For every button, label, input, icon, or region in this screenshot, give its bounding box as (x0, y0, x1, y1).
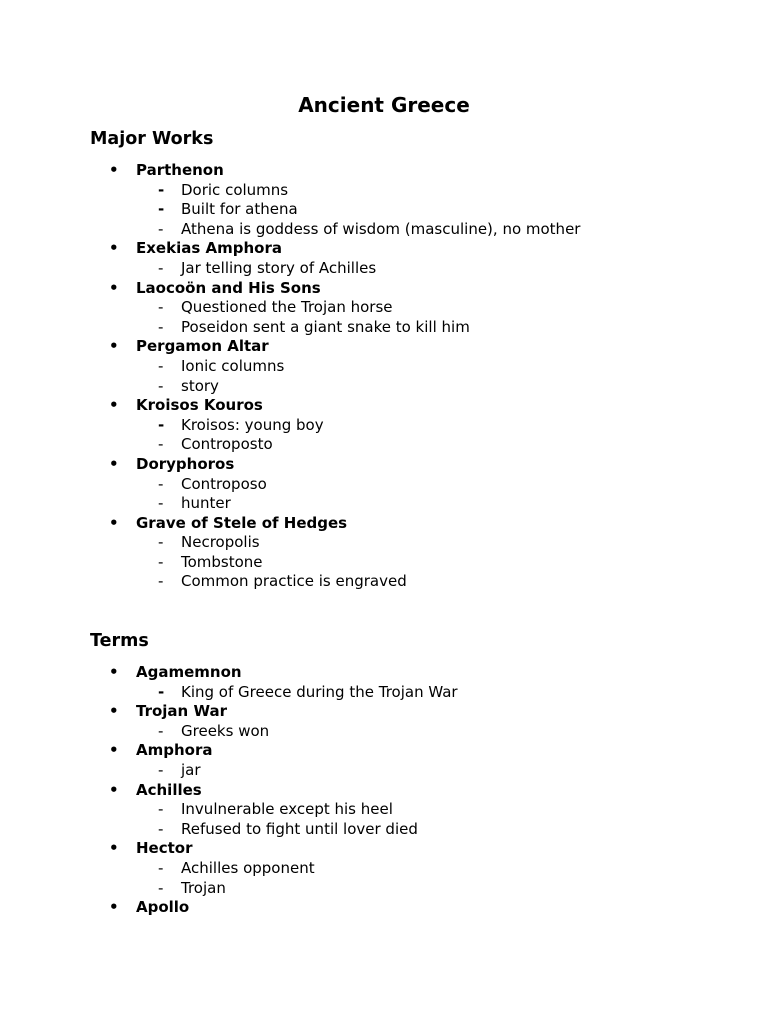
sub-list-item-text: Refused to fight until lover died (181, 819, 418, 838)
sub-list-item-text: Controposo (181, 474, 267, 493)
list-item-label: Grave of Stele of Hedges (136, 513, 348, 532)
dash-marker: - (158, 494, 164, 513)
bullet-icon: • (109, 839, 119, 858)
dash-marker: - (158, 435, 164, 454)
sub-list-item-text: Kroisos: young boy (181, 415, 324, 434)
dash-marker: - (158, 878, 164, 897)
dash-marker: - (158, 415, 165, 434)
sub-list-item-text: Tombstone (181, 552, 263, 571)
list-item-label: Doryphoros (136, 454, 235, 473)
list-item-label: Apollo (136, 898, 190, 917)
sub-list-item-text: jar (181, 760, 201, 779)
sub-list-item-text: Athena is goddess of wisdom (masculine), no mother (181, 219, 581, 238)
dash-marker: - (158, 180, 165, 199)
list-item-label: Amphora (136, 741, 213, 760)
dash-marker: - (158, 219, 164, 238)
bullet-icon: • (109, 663, 119, 681)
dash-marker: - (158, 298, 164, 317)
dash-marker: - (158, 572, 164, 591)
bullet-icon: • (109, 898, 119, 917)
section-heading-terms: Terms (90, 631, 149, 651)
sub-list-item-text: Achilles opponent (181, 858, 315, 877)
bullet-icon: • (109, 513, 119, 532)
sub-list-item-text: Poseidon sent a giant snake to kill him (181, 317, 470, 336)
sub-list-item-text: Controposto (181, 435, 273, 454)
sub-list-item-text: story (181, 376, 219, 395)
dash-marker: - (158, 317, 164, 336)
list-item-label: Achilles (136, 780, 202, 799)
sub-list-item-text: Questioned the Trojan horse (181, 298, 393, 317)
dash-marker: - (158, 858, 164, 877)
bullet-icon: • (109, 239, 119, 258)
dash-marker: - (158, 682, 165, 701)
section-heading-major-works: Major Works (90, 129, 214, 149)
sub-list-item-text: King of Greece during the Trojan War (181, 682, 458, 701)
bullet-icon: • (109, 337, 119, 356)
dash-marker: - (158, 200, 165, 219)
dash-marker: - (158, 533, 164, 552)
dash-marker: - (158, 474, 164, 493)
sub-list-item-text: Common practice is engraved (181, 572, 407, 591)
dash-marker: - (158, 721, 164, 740)
sub-list-item-text: Built for athena (181, 200, 298, 219)
list-item-label: Trojan War (136, 702, 227, 721)
dash-marker: - (158, 552, 164, 571)
list-item-label: Hector (136, 839, 193, 858)
bullet-icon: • (109, 454, 119, 473)
bullet-icon: • (109, 161, 119, 179)
sub-list-item-text: Trojan (181, 878, 226, 897)
dash-marker: - (158, 819, 164, 838)
list-item-label: Kroisos Kouros (136, 396, 263, 415)
bullet-icon: • (109, 396, 119, 415)
dash-marker: - (158, 356, 164, 375)
list-item-label: Agamemnon (136, 663, 242, 681)
dash-marker: - (158, 800, 164, 819)
dash-marker: - (158, 258, 164, 277)
list-item-label: Exekias Amphora (136, 239, 282, 258)
sub-list-item-text: Ionic columns (181, 356, 285, 375)
sub-list-item-text: Invulnerable except his heel (181, 800, 393, 819)
sub-list-item-text: Necropolis (181, 533, 260, 552)
list-item-label: Pergamon Altar (136, 337, 269, 356)
bullet-icon: • (109, 780, 119, 799)
list-item-label: Parthenon (136, 161, 224, 179)
bullet-icon: • (109, 702, 119, 721)
bullet-icon: • (109, 278, 119, 297)
sub-list-item-text: hunter (181, 494, 231, 513)
sub-list-item-text: Jar telling story of Achilles (181, 258, 377, 277)
dash-marker: - (158, 376, 164, 395)
dash-marker: - (158, 760, 164, 779)
document-title: Ancient Greece (298, 93, 470, 117)
sub-list-item-text: Greeks won (181, 721, 270, 740)
bullet-icon: • (109, 741, 119, 760)
list-item-label: Laocoön and His Sons (136, 278, 321, 297)
sub-list-item-text: Doric columns (181, 180, 289, 199)
